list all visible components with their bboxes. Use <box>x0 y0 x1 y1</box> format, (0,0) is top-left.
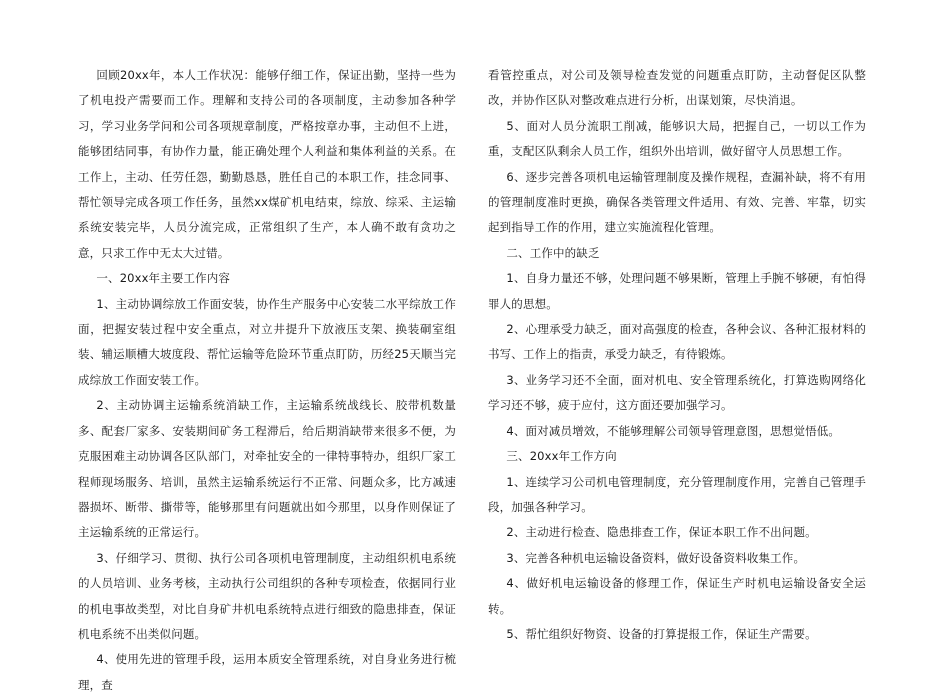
work-item-4-continued: 看管控重点，对公司及领导检查发觉的问题重点盯防，主动督促区队整改，并协作区队对整改难点进行分析，出谋划策，尽快消退。 <box>488 68 866 108</box>
work-item-1: 1、主动协调综放工作面安装，协作生产服务中心安装二水平综放工作面，把握安装过程中安全重点，对立井提升下放液压支架、换装硐室组装、辅运顺槽大坡度段、帮忙运输等危险环节重点盯防，历经25天顺当完成综放工作面安装工作。 <box>78 296 456 387</box>
work-item-2: 2、主动协调主运输系统消缺工作，主运输系统战线长、胶带机数量多、配套厂家多、安装期间矿务工程滞后，给后期消缺带来很多不便，为克服困难主动协调各区队部门，对牵扯安全的一律特事特办，组织厂家工程师现场服务、培训，虽然主运输系统运行不正常、问题众多，比方减速器损坏、断带、撕带等，能够那里有问题就出如今那里，以身作则保证了主运输系统的正常运行。 <box>78 398 456 540</box>
direction-item-4: 4、做好机电运输设备的修理工作，保证生产时机电运输设备安全运转。 <box>488 576 866 616</box>
section-heading-shortcomings: 二、工作中的缺乏 <box>506 245 600 260</box>
shortcoming-item-3: 3、业务学习还不全面，面对机电、安全管理系统化，打算选购网络化学习还不够，疲于应付，这方面还要加强学习。 <box>488 372 866 413</box>
shortcoming-item-1: 1、自身力量还不够，处理问题不够果断，管理上手腕不够硬，有怕得罪人的思想。 <box>488 271 866 311</box>
intro-paragraph: 回顾20xx年，本人工作状况：能够仔细工作，保证出勤，坚持一些为了机电投产需要而工作。理解和支持公司的各项制度，主动参加各种学习，学习业务学问和公司各项规章制度，严格按章办事，主动但不上进，能够团结同事，有协作力量，能正确处理个人利益和集体利益的关系。在工作上，主动、任劳任怨，勤勤恳恳，胜任自己的本职工作，挂念同事、帮忙领导完成各项工作任务，虽然xx煤矿机电结束，综放、综采、主运输系统安装完毕，人员分流完成，正常组织了生产，本人确不敢有贪功之意，只求工作中无太大过错。 <box>78 68 456 260</box>
work-item-5: 5、面对人员分流职工削减，能够识大局，把握自己，一切以工作为重，支配区队剩余人员工作，组织外出培训，做好留守人员思想工作。 <box>488 118 866 159</box>
work-item-4-start: 4、使用先进的管理手段，运用本质安全管理系统，对自身业务进行梳理，查 <box>78 652 456 692</box>
shortcoming-item-4: 4、面对减员增效，不能够理解公司领导管理意图，思想觉悟低。 <box>506 423 841 438</box>
direction-item-3: 3、完善各种机电运输设备资料，做好设备资料收集工作。 <box>506 550 806 565</box>
work-item-6: 6、逐步完善各项机电运输管理制度及操作规程，查漏补缺，将不有用的管理制度准时更换，确保各类管理文件适用、有效、完善、牢靠，切实起到指导工作的作用，建立实施流程化管理。 <box>488 169 866 235</box>
work-item-3: 3、仔细学习、贯彻、执行公司各项机电管理制度，主动组织机电系统的人员培训、业务考核，主动执行公司组织的各种专项检查，依据同行业的机电事故类型，对比自身矿井机电系统特点进行细致的隐患排查，保证机电系统不出类似问题。 <box>78 550 456 641</box>
direction-item-5: 5、帮忙组织好物资、设备的打算提报工作，保证生产需要。 <box>506 626 817 641</box>
direction-item-2: 2、主动进行检查、隐患排查工作，保证本职工作不出问题。 <box>506 525 817 540</box>
section-heading-direction: 三、20xx年工作方向 <box>506 449 617 464</box>
right-column <box>488 63 866 647</box>
shortcoming-item-2: 2、心理承受力缺乏，面对高强度的检查，各种会议、各种汇报材料的书写、工作上的指责，承受力缺乏，有待锻炼。 <box>488 322 866 362</box>
left-column <box>78 63 456 698</box>
section-heading-work-content: 一、20xx年主要工作内容 <box>96 271 231 286</box>
direction-item-1: 1、连续学习公司机电管理制度，充分管理制度作用，完善自己管理手段，加强各种学习。 <box>488 474 866 514</box>
